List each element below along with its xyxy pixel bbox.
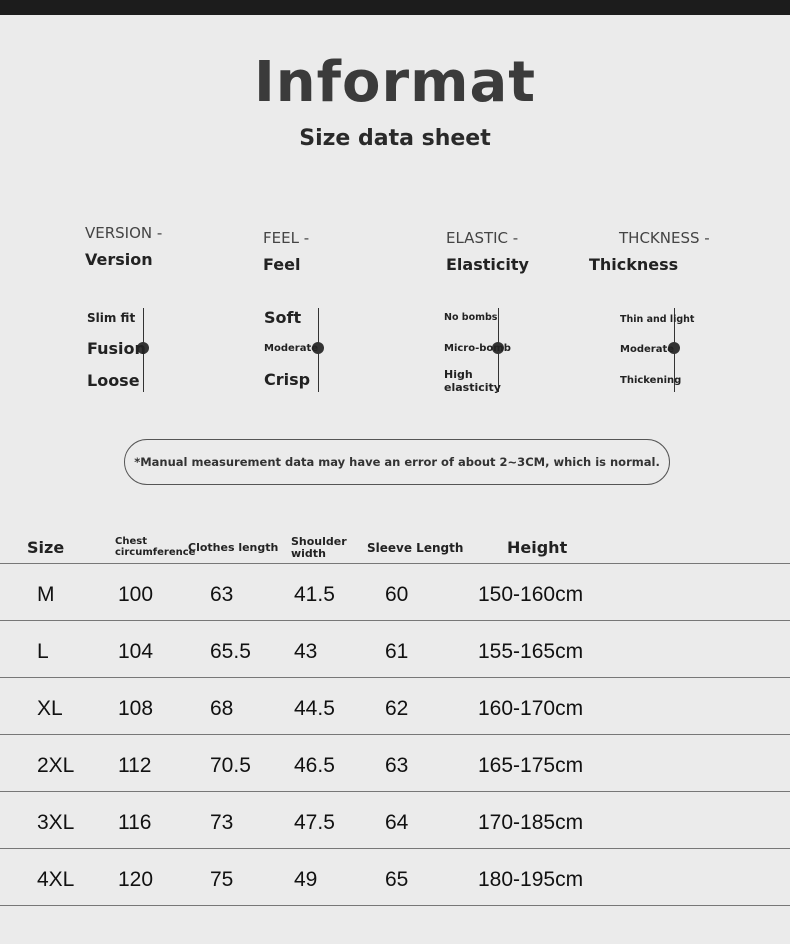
table-row <box>0 848 790 905</box>
attribute-name: Version <box>85 250 153 269</box>
attribute-name: Feel <box>263 255 301 274</box>
attribute-en-label: ELASTIC - <box>446 229 519 247</box>
scale-option: Thin and light <box>620 314 695 325</box>
cell-height: 155-165cm <box>478 640 584 663</box>
attribute-en-label: VERSION - <box>85 224 163 242</box>
scale-option: Loose <box>87 371 140 390</box>
row-divider <box>0 563 790 564</box>
cell-length: 68 <box>210 697 234 720</box>
scale-option: Crisp <box>264 370 311 389</box>
cell-height: 180-195cm <box>478 868 584 891</box>
cell-length: 75 <box>210 868 234 891</box>
cell-sleeve: 61 <box>385 640 409 663</box>
attribute-en-label: FEEL - <box>263 229 310 247</box>
page-title: Informat <box>253 50 537 115</box>
scale-option: Fusion <box>87 339 146 358</box>
cell-length: 63 <box>210 583 234 606</box>
cell-chest: 120 <box>118 868 154 891</box>
header-length: Clothes length <box>188 541 279 554</box>
scale-option: Moderate <box>620 344 675 355</box>
row-divider <box>0 848 790 849</box>
attribute-name: Thickness <box>589 255 679 274</box>
cell-length: 73 <box>210 811 234 834</box>
row-divider <box>0 791 790 792</box>
cell-height: 165-175cm <box>478 754 584 777</box>
cell-shoulder: 43 <box>294 640 318 663</box>
table-row <box>0 677 790 734</box>
attribute-version <box>85 224 162 269</box>
cell-height: 160-170cm <box>478 697 584 720</box>
scale-option: High elasticity <box>444 368 501 394</box>
cell-size: 2XL <box>37 754 75 777</box>
top-bar <box>0 0 790 15</box>
cell-chest: 116 <box>118 811 152 834</box>
cell-size: XL <box>37 697 63 720</box>
row-divider <box>0 734 790 735</box>
cell-size: L <box>37 640 49 663</box>
cell-chest: 100 <box>118 583 154 606</box>
attribute-name: Elasticity <box>446 255 529 274</box>
table-bottom <box>0 905 790 906</box>
header-chest: Chest circumference <box>115 536 196 558</box>
measurement-note: *Manual measurement data may have an error of about 2~3CM, which is normal. <box>124 439 670 485</box>
scale-option: Thickening <box>620 375 682 386</box>
cell-shoulder: 46.5 <box>294 754 335 777</box>
table-row <box>0 563 790 620</box>
page-subtitle: Size data sheet <box>299 126 491 151</box>
scale-option: Slim fit <box>87 311 136 325</box>
cell-chest: 108 <box>118 697 154 720</box>
cell-shoulder: 44.5 <box>294 697 335 720</box>
cell-chest: 104 <box>118 640 154 663</box>
cell-shoulder: 47.5 <box>294 811 335 834</box>
table-row <box>0 734 790 791</box>
cell-chest: 112 <box>118 754 152 777</box>
cell-sleeve: 65 <box>385 868 409 891</box>
header-sleeve: Sleeve Length <box>367 541 464 555</box>
row-divider <box>0 677 790 678</box>
cell-sleeve: 63 <box>385 754 409 777</box>
cell-size: M <box>37 583 55 606</box>
header-shoulder: Shoulder width <box>291 535 347 560</box>
cell-length: 70.5 <box>210 754 251 777</box>
cell-sleeve: 62 <box>385 697 409 720</box>
table-row <box>0 791 790 848</box>
attribute-elasticity <box>446 229 529 274</box>
cell-length: 65.5 <box>210 640 251 663</box>
header-size: Size <box>27 538 65 557</box>
scale-option: Moderate <box>264 343 319 354</box>
cell-shoulder: 41.5 <box>294 583 335 606</box>
cell-sleeve: 64 <box>385 811 409 834</box>
cell-size: 4XL <box>37 868 75 891</box>
cell-height: 170-185cm <box>478 811 584 834</box>
scale-option: No bombs <box>444 312 498 323</box>
cell-height: 150-160cm <box>478 583 584 606</box>
cell-shoulder: 49 <box>294 868 318 891</box>
row-divider <box>0 620 790 621</box>
table-row <box>0 620 790 677</box>
scale-option: Micro-bomb <box>444 343 511 354</box>
row-divider <box>0 905 790 906</box>
cell-sleeve: 60 <box>385 583 409 606</box>
cell-size: 3XL <box>37 811 75 834</box>
header-height: Height <box>507 538 568 557</box>
attribute-feel <box>263 229 309 274</box>
attribute-en-label: THCKNESS - <box>619 229 710 247</box>
attribute-thickness <box>589 229 710 274</box>
scale-option: Soft <box>264 308 302 327</box>
